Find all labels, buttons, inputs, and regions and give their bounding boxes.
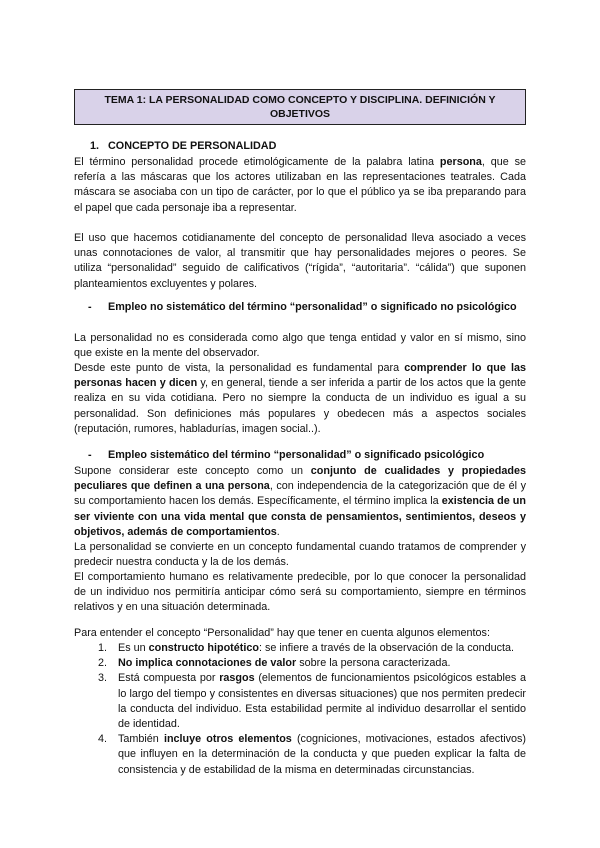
paragraph-8 — [74, 626, 526, 641]
p4-text-c: y, en general, tiende a ser inferida a partir de los actos que la gente realiza en su vida cotidiana. Pero no siempre la conducta de un individuo es igual a su personalidad. Son definiciones más populares y obedecen más a aspectos sociales (reputación, rumores, habladurías, imagen social..). — [74, 377, 527, 435]
list-item-text-a: Está compuesta por — [118, 672, 220, 685]
document-title-text: TEMA 1: LA PERSONALIDAD COMO CONCEPTO Y DISCIPLINA. DEFINICIÓN Y OBJETIVOS — [104, 94, 496, 120]
list-item-number: 4. — [98, 733, 108, 746]
list-item-bold: constructo hipotético — [148, 642, 259, 654]
p5-text-e: . — [276, 525, 280, 538]
list-item-text-a: Es un — [118, 642, 149, 654]
p1-text-c: , que se refería a las máscaras que los actores utilizaban en las representaciones teatrales. Cada máscara se asociaba con un tipo de carácter, por lo que el público ya se iba preparando para el papel que cada personaje iba a representar. — [74, 156, 527, 214]
elements-list — [74, 641, 526, 778]
list-item-bold: incluye otros elementos — [163, 733, 292, 746]
section-title: CONCEPTO DE PERSONALIDAD — [108, 140, 277, 152]
paragraph-6 — [74, 540, 526, 570]
p4-bold: comprender lo que las personas hacen y dicen — [74, 362, 527, 390]
p5-text-a: Supone considerar este concepto como un — [74, 465, 311, 477]
list-item-number: 3. — [98, 672, 108, 685]
document-title — [74, 89, 526, 125]
p4-text-a: Desde este punto de vista, la personalidad es fundamental para — [74, 362, 405, 374]
paragraph-5 — [74, 464, 526, 540]
sub1-dash: - — [88, 301, 92, 313]
p2-text: El uso que hacemos cotidianamente del concepto de personalidad lleva asociado a veces unas connotaciones de valor, al transmitir que hay personalidades mejores o peores. Se utiliza “personalidad” seguido de calificativos (“rígida”, “autoritaria”. “cálida”) que suponen planteamientos excluyentes y polares. — [74, 232, 526, 290]
list-item-bold: rasgos — [219, 672, 255, 685]
p5-text-c: , con independencia de la categorización que de él y su comportamiento hacen los demás. Específicamente, el término implica la — [74, 480, 527, 508]
paragraph-2 — [74, 231, 526, 292]
list-item — [74, 671, 526, 732]
list-item-number: 2. — [98, 657, 108, 670]
list-item-text-c: sobre la persona caracterizada. — [296, 657, 451, 670]
sub1-title: Empleo no sistemático del término “personalidad” o significado no psicológico — [108, 301, 517, 313]
list-item-text-c: (cogniciones, motivaciones, estados afectivos) que influyen en la determinación de la conducta y que pueden explicar la falta de consistencia y de estabilidad de la misma en determinadas circunstancias. — [118, 733, 526, 776]
sub2-title: Empleo sistemático del término “personalidad” o significado psicológico — [108, 449, 485, 461]
p5-bold-1: conjunto de cualidades y propiedades peculiares que definen a una persona — [74, 465, 526, 493]
list-item — [74, 732, 526, 778]
list-item-text-c: (elementos de funcionamientos psicológicos estables a lo largo del tiempo y consistentes en diversas situaciones) que nos permiten predecir la conducta del individuo. Esta estabilidad permite al individuo desarrollar el sentido de identidad. — [118, 672, 526, 731]
list-item-text-c: : se infiere a través de la observación de la conducta. — [258, 642, 515, 654]
p1-text-a: El término personalidad procede etimológicamente de la palabra latina — [74, 156, 440, 168]
p5-bold-2: existencia de un ser viviente con una vida mental que consta de pensamientos, sentimientos, deseos y objetivos, además de comportamientos — [74, 495, 526, 538]
list-item — [74, 656, 526, 671]
p1-bold: persona — [439, 156, 482, 168]
p7-text: El comportamiento humano es relativamente predecible, por lo que conocer la personalidad de un individuo nos permitiría anticipar cómo será su comportamiento, siempre en términos relativos y en una situación determinada. — [74, 571, 526, 614]
p8-text: Para entender el concepto “Personalidad” hay que tener en cuenta algunos elementos: — [74, 627, 490, 639]
subheading-2 — [74, 448, 526, 463]
section-heading — [74, 139, 526, 154]
list-item-number: 1. — [98, 642, 108, 654]
paragraph-4 — [74, 361, 526, 437]
p3-text: La personalidad no es considerada como algo que tenga entidad y valor en sí mismo, sino que existe en la mente del observador. — [74, 332, 526, 360]
paragraph-3 — [74, 331, 526, 361]
section-number: 1. — [90, 140, 100, 152]
list-item — [74, 641, 526, 656]
list-item-bold: No implica connotaciones de valor — [118, 657, 297, 670]
paragraph-7 — [74, 570, 526, 616]
subheading-1 — [74, 300, 526, 315]
p6-text: La personalidad se convierte en un concepto fundamental cuando tratamos de comprender y predecir nuestra conducta y la de los demás. — [74, 541, 526, 569]
list-item-text-a: También — [118, 733, 164, 746]
paragraph-1 — [74, 155, 526, 216]
sub2-dash: - — [88, 449, 92, 461]
